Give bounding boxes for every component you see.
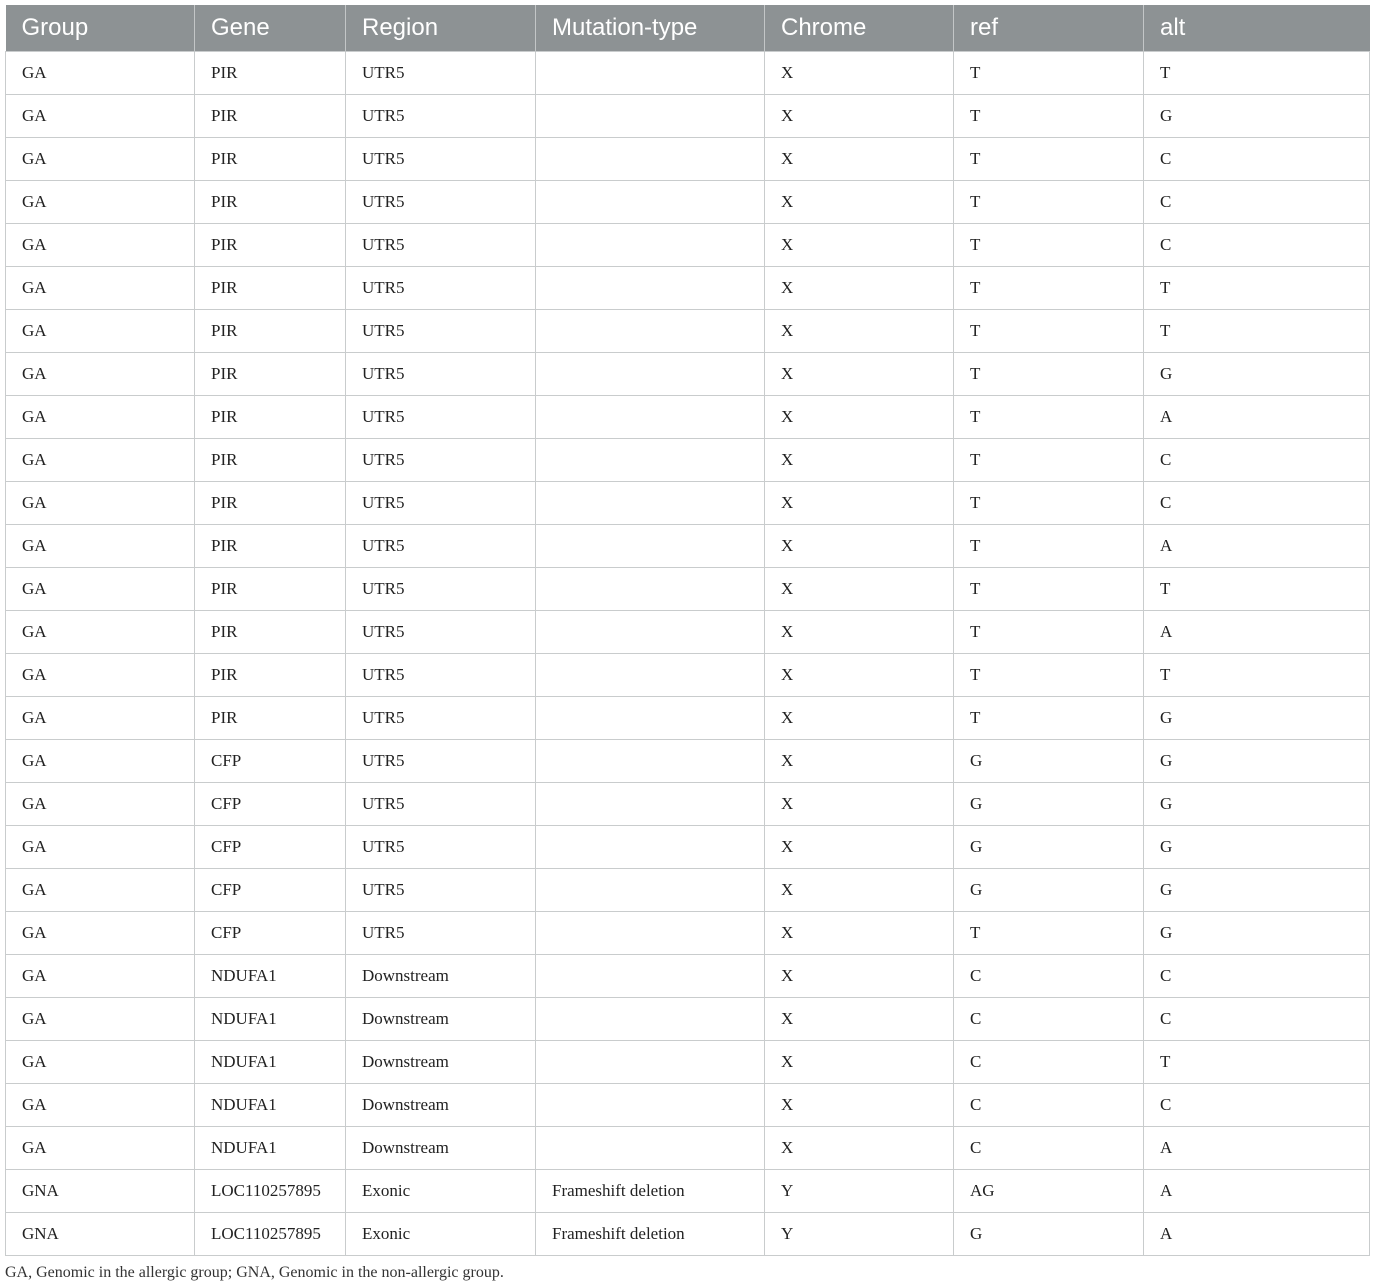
gene-cell: PIR	[195, 567, 346, 610]
table-footnote: GA, Genomic in the allergic group; GNA, Genomic in the non-allergic group.	[5, 1264, 504, 1281]
table-row	[6, 1083, 1370, 1126]
ref-cell: T	[954, 51, 1144, 94]
mutation-type-cell	[536, 309, 765, 352]
table-row	[6, 180, 1370, 223]
alt-cell: G	[1144, 868, 1370, 911]
region-cell: UTR5	[346, 51, 536, 94]
group-cell: GA	[6, 94, 195, 137]
gene-cell: NDUFA1	[195, 1083, 346, 1126]
region-cell: UTR5	[346, 137, 536, 180]
gene-cell: LOC110257895	[195, 1169, 346, 1212]
alt-cell: T	[1144, 309, 1370, 352]
ref-cell: T	[954, 696, 1144, 739]
mutation-type-cell	[536, 94, 765, 137]
chrome-cell: X	[765, 395, 954, 438]
table-row	[6, 395, 1370, 438]
chrome-cell: X	[765, 911, 954, 954]
table-row	[6, 653, 1370, 696]
region-cell: UTR5	[346, 309, 536, 352]
gene-cell: PIR	[195, 94, 346, 137]
group-cell: GA	[6, 481, 195, 524]
gene-cell: PIR	[195, 395, 346, 438]
mutation-type-cell	[536, 567, 765, 610]
ref-cell: T	[954, 395, 1144, 438]
alt-cell: T	[1144, 653, 1370, 696]
group-cell: GA	[6, 266, 195, 309]
table-body	[6, 51, 1370, 1255]
gene-cell: PIR	[195, 481, 346, 524]
table-row	[6, 696, 1370, 739]
table-row	[6, 481, 1370, 524]
alt-cell: C	[1144, 997, 1370, 1040]
chrome-cell: Y	[765, 1212, 954, 1255]
ref-cell: T	[954, 524, 1144, 567]
ref-cell: T	[954, 223, 1144, 266]
region-cell: UTR5	[346, 438, 536, 481]
chrome-cell: X	[765, 1126, 954, 1169]
table-row	[6, 352, 1370, 395]
alt-cell: G	[1144, 352, 1370, 395]
gene-cell: NDUFA1	[195, 997, 346, 1040]
gene-cell: CFP	[195, 782, 346, 825]
region-cell: Exonic	[346, 1169, 536, 1212]
table-row	[6, 1126, 1370, 1169]
alt-cell: A	[1144, 1212, 1370, 1255]
chrome-cell: X	[765, 223, 954, 266]
chrome-cell: X	[765, 610, 954, 653]
ref-cell: C	[954, 954, 1144, 997]
chrome-cell: X	[765, 954, 954, 997]
mutation-type-cell	[536, 1083, 765, 1126]
gene-cell: PIR	[195, 610, 346, 653]
mutation-type-cell	[536, 868, 765, 911]
ref-cell: C	[954, 1126, 1144, 1169]
chrome-cell: X	[765, 739, 954, 782]
gene-cell: PIR	[195, 223, 346, 266]
mutation-type-cell	[536, 997, 765, 1040]
chrome-cell: X	[765, 94, 954, 137]
chrome-cell: X	[765, 1083, 954, 1126]
mutation-type-cell: Frameshift deletion	[536, 1169, 765, 1212]
region-cell: Exonic	[346, 1212, 536, 1255]
region-cell: UTR5	[346, 94, 536, 137]
mutation-table	[5, 5, 1370, 1256]
gene-cell: CFP	[195, 825, 346, 868]
region-cell: UTR5	[346, 352, 536, 395]
table-row	[6, 610, 1370, 653]
header-row	[6, 5, 1370, 51]
region-cell: UTR5	[346, 567, 536, 610]
group-cell: GA	[6, 911, 195, 954]
table-row	[6, 868, 1370, 911]
region-cell: UTR5	[346, 223, 536, 266]
gene-cell: LOC110257895	[195, 1212, 346, 1255]
chrome-cell: X	[765, 653, 954, 696]
mutation-type-cell	[536, 352, 765, 395]
mutation-type-cell	[536, 223, 765, 266]
region-cell: Downstream	[346, 1040, 536, 1083]
table-row	[6, 739, 1370, 782]
ref-cell: G	[954, 825, 1144, 868]
gene-cell: NDUFA1	[195, 1040, 346, 1083]
table-row	[6, 438, 1370, 481]
alt-cell: A	[1144, 1169, 1370, 1212]
chrome-cell: X	[765, 352, 954, 395]
header-group: Group	[6, 5, 195, 51]
gene-cell: NDUFA1	[195, 1126, 346, 1169]
table-row	[6, 266, 1370, 309]
group-cell: GA	[6, 567, 195, 610]
table-row	[6, 1212, 1370, 1255]
group-cell: GNA	[6, 1212, 195, 1255]
group-cell: GA	[6, 309, 195, 352]
gene-cell: PIR	[195, 438, 346, 481]
chrome-cell: X	[765, 266, 954, 309]
group-cell: GA	[6, 180, 195, 223]
ref-cell: T	[954, 309, 1144, 352]
gene-cell: PIR	[195, 309, 346, 352]
header-mutation-type: Mutation-type	[536, 5, 765, 51]
region-cell: UTR5	[346, 180, 536, 223]
mutation-type-cell	[536, 1040, 765, 1083]
ref-cell: G	[954, 739, 1144, 782]
region-cell: Downstream	[346, 1083, 536, 1126]
group-cell: GA	[6, 782, 195, 825]
ref-cell: T	[954, 137, 1144, 180]
region-cell: UTR5	[346, 524, 536, 567]
region-cell: Downstream	[346, 997, 536, 1040]
ref-cell: T	[954, 481, 1144, 524]
table-row	[6, 51, 1370, 94]
alt-cell: G	[1144, 94, 1370, 137]
region-cell: UTR5	[346, 911, 536, 954]
group-cell: GA	[6, 868, 195, 911]
mutation-type-cell	[536, 137, 765, 180]
mutation-type-cell	[536, 51, 765, 94]
ref-cell: T	[954, 266, 1144, 309]
table-row	[6, 1169, 1370, 1212]
ref-cell: T	[954, 911, 1144, 954]
ref-cell: C	[954, 1040, 1144, 1083]
alt-cell: G	[1144, 696, 1370, 739]
region-cell: Downstream	[346, 1126, 536, 1169]
table-row	[6, 997, 1370, 1040]
group-cell: GA	[6, 653, 195, 696]
mutation-type-cell	[536, 481, 765, 524]
ref-cell: G	[954, 1212, 1144, 1255]
table-row	[6, 223, 1370, 266]
chrome-cell: X	[765, 1040, 954, 1083]
alt-cell: C	[1144, 1083, 1370, 1126]
mutation-type-cell	[536, 524, 765, 567]
region-cell: UTR5	[346, 696, 536, 739]
mutation-type-cell	[536, 782, 765, 825]
chrome-cell: X	[765, 180, 954, 223]
alt-cell: C	[1144, 954, 1370, 997]
alt-cell: T	[1144, 567, 1370, 610]
table-row	[6, 309, 1370, 352]
mutation-type-cell: Frameshift deletion	[536, 1212, 765, 1255]
group-cell: GA	[6, 395, 195, 438]
mutation-type-cell	[536, 825, 765, 868]
group-cell: GNA	[6, 1169, 195, 1212]
alt-cell: G	[1144, 782, 1370, 825]
mutation-type-cell	[536, 438, 765, 481]
group-cell: GA	[6, 438, 195, 481]
mutation-type-cell	[536, 180, 765, 223]
alt-cell: T	[1144, 1040, 1370, 1083]
ref-cell: T	[954, 94, 1144, 137]
chrome-cell: X	[765, 51, 954, 94]
alt-cell: A	[1144, 395, 1370, 438]
chrome-cell: X	[765, 782, 954, 825]
alt-cell: C	[1144, 137, 1370, 180]
table-row	[6, 911, 1370, 954]
alt-cell: A	[1144, 610, 1370, 653]
chrome-cell: X	[765, 868, 954, 911]
gene-cell: PIR	[195, 524, 346, 567]
alt-cell: C	[1144, 223, 1370, 266]
chrome-cell: X	[765, 997, 954, 1040]
region-cell: UTR5	[346, 825, 536, 868]
gene-cell: PIR	[195, 352, 346, 395]
region-cell: UTR5	[346, 395, 536, 438]
ref-cell: T	[954, 653, 1144, 696]
mutation-type-cell	[536, 653, 765, 696]
ref-cell: T	[954, 180, 1144, 223]
chrome-cell: X	[765, 137, 954, 180]
group-cell: GA	[6, 223, 195, 266]
table-row	[6, 137, 1370, 180]
ref-cell: T	[954, 438, 1144, 481]
alt-cell: C	[1144, 180, 1370, 223]
chrome-cell: X	[765, 309, 954, 352]
table-row	[6, 782, 1370, 825]
chrome-cell: X	[765, 481, 954, 524]
chrome-cell: X	[765, 438, 954, 481]
region-cell: Downstream	[346, 954, 536, 997]
group-cell: GA	[6, 825, 195, 868]
group-cell: GA	[6, 524, 195, 567]
mutation-type-cell	[536, 696, 765, 739]
mutation-type-cell	[536, 395, 765, 438]
alt-cell: A	[1144, 1126, 1370, 1169]
header-alt: alt	[1144, 5, 1370, 51]
ref-cell: T	[954, 567, 1144, 610]
alt-cell: G	[1144, 825, 1370, 868]
ref-cell: C	[954, 1083, 1144, 1126]
region-cell: UTR5	[346, 782, 536, 825]
mutation-type-cell	[536, 954, 765, 997]
chrome-cell: X	[765, 567, 954, 610]
table-row	[6, 567, 1370, 610]
table-container	[5, 5, 1369, 1256]
ref-cell: T	[954, 610, 1144, 653]
table-row	[6, 1040, 1370, 1083]
table-row	[6, 954, 1370, 997]
gene-cell: PIR	[195, 696, 346, 739]
gene-cell: PIR	[195, 266, 346, 309]
gene-cell: NDUFA1	[195, 954, 346, 997]
alt-cell: G	[1144, 739, 1370, 782]
region-cell: UTR5	[346, 739, 536, 782]
group-cell: GA	[6, 954, 195, 997]
gene-cell: CFP	[195, 739, 346, 782]
table-row	[6, 825, 1370, 868]
group-cell: GA	[6, 739, 195, 782]
header-chrome: Chrome	[765, 5, 954, 51]
ref-cell: T	[954, 352, 1144, 395]
header-gene: Gene	[195, 5, 346, 51]
alt-cell: C	[1144, 481, 1370, 524]
chrome-cell: Y	[765, 1169, 954, 1212]
group-cell: GA	[6, 696, 195, 739]
table-row	[6, 524, 1370, 567]
gene-cell: CFP	[195, 911, 346, 954]
header-region: Region	[346, 5, 536, 51]
header-ref: ref	[954, 5, 1144, 51]
region-cell: UTR5	[346, 266, 536, 309]
alt-cell: T	[1144, 51, 1370, 94]
region-cell: UTR5	[346, 610, 536, 653]
region-cell: UTR5	[346, 868, 536, 911]
ref-cell: G	[954, 782, 1144, 825]
mutation-type-cell	[536, 610, 765, 653]
table-row	[6, 94, 1370, 137]
ref-cell: G	[954, 868, 1144, 911]
region-cell: UTR5	[346, 653, 536, 696]
gene-cell: PIR	[195, 51, 346, 94]
group-cell: GA	[6, 137, 195, 180]
mutation-type-cell	[536, 739, 765, 782]
ref-cell: AG	[954, 1169, 1144, 1212]
group-cell: GA	[6, 352, 195, 395]
chrome-cell: X	[765, 696, 954, 739]
gene-cell: PIR	[195, 653, 346, 696]
chrome-cell: X	[765, 825, 954, 868]
gene-cell: PIR	[195, 180, 346, 223]
gene-cell: PIR	[195, 137, 346, 180]
ref-cell: C	[954, 997, 1144, 1040]
mutation-type-cell	[536, 266, 765, 309]
group-cell: GA	[6, 610, 195, 653]
region-cell: UTR5	[346, 481, 536, 524]
alt-cell: A	[1144, 524, 1370, 567]
group-cell: GA	[6, 51, 195, 94]
group-cell: GA	[6, 1040, 195, 1083]
alt-cell: C	[1144, 438, 1370, 481]
mutation-type-cell	[536, 1126, 765, 1169]
group-cell: GA	[6, 1083, 195, 1126]
alt-cell: T	[1144, 266, 1370, 309]
chrome-cell: X	[765, 524, 954, 567]
alt-cell: G	[1144, 911, 1370, 954]
group-cell: GA	[6, 1126, 195, 1169]
group-cell: GA	[6, 997, 195, 1040]
gene-cell: CFP	[195, 868, 346, 911]
mutation-type-cell	[536, 911, 765, 954]
